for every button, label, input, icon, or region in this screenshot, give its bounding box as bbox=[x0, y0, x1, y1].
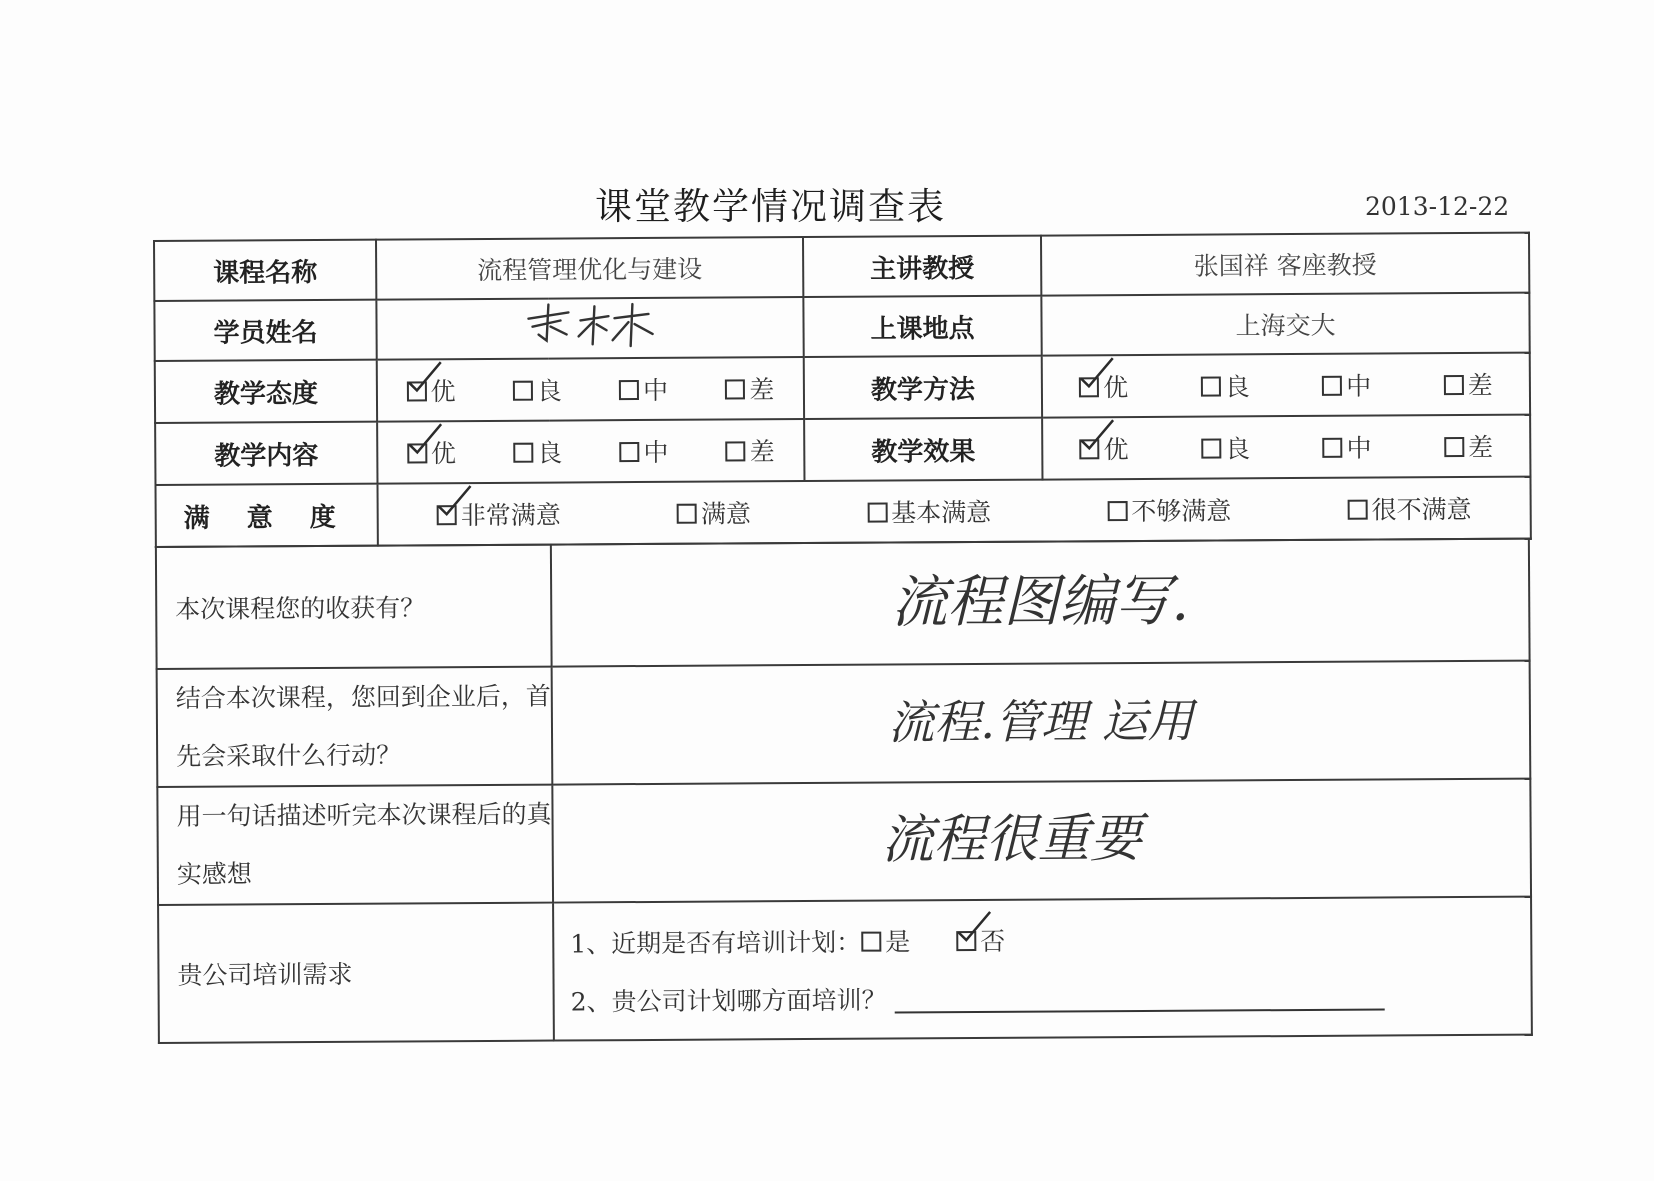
satisfaction-option-not-enough[interactable]: 不够满意 bbox=[1107, 491, 1231, 528]
svg-text:流程图编写.: 流程图编写. bbox=[891, 568, 1190, 636]
satisfaction-option-very-unsatisfied[interactable]: 很不满意 bbox=[1347, 490, 1471, 527]
student-name-label: 学员姓名 bbox=[154, 300, 376, 361]
attitude-label: 教学态度 bbox=[155, 360, 377, 423]
effect-option-good[interactable]: 良 bbox=[1201, 429, 1250, 465]
checkbox-icon bbox=[1444, 437, 1464, 457]
svg-text:流程很重要: 流程很重要 bbox=[881, 808, 1142, 871]
form-date: 2013-12-22 bbox=[1365, 192, 1510, 221]
effect-option-fair[interactable]: 中 bbox=[1322, 429, 1371, 465]
checkmark-icon bbox=[405, 422, 445, 462]
checkbox-icon bbox=[513, 443, 533, 463]
satisfaction-options bbox=[377, 477, 1530, 546]
satisfaction-label: 满 意 度 bbox=[155, 484, 377, 547]
svg-text:流程.管理 运用: 流程.管理 运用 bbox=[888, 693, 1194, 750]
checkbox-icon bbox=[513, 381, 533, 401]
training-area-row: 2、贵公司计划哪方面培训？ bbox=[570, 966, 1530, 1030]
attitude-option-good[interactable]: 良 bbox=[513, 372, 562, 408]
location-value: 上海交大 bbox=[1041, 293, 1529, 356]
gain-answer bbox=[551, 539, 1530, 667]
content-option-excellent[interactable]: 优 bbox=[407, 434, 456, 470]
checkmark-icon bbox=[404, 360, 444, 400]
checkbox-icon bbox=[861, 932, 881, 952]
student-name-signature bbox=[376, 297, 803, 360]
attitude-option-fair[interactable]: 中 bbox=[619, 371, 668, 407]
checkbox-icon bbox=[726, 441, 746, 461]
action-handwriting bbox=[861, 684, 1221, 756]
training-plan-row: 1、近期是否有培训计划： 是 否 bbox=[570, 908, 1530, 972]
checkmark-icon bbox=[1077, 356, 1117, 396]
attitude-option-poor[interactable]: 差 bbox=[725, 370, 774, 406]
attitude-option-excellent[interactable]: 优 bbox=[406, 372, 455, 408]
course-name-label: 课程名称 bbox=[154, 240, 376, 301]
training-area-blank[interactable] bbox=[894, 980, 1384, 1013]
checkmark-icon bbox=[435, 484, 475, 524]
location-label: 上课地点 bbox=[803, 296, 1041, 357]
lecturer-label: 主讲教授 bbox=[803, 236, 1041, 297]
feeling-question: 用一句话描述听完本次课程后的真实感想 bbox=[157, 785, 553, 905]
lecturer-value: 张国祥 客座教授 bbox=[1041, 233, 1529, 296]
survey-form bbox=[153, 232, 1533, 1070]
action-question: 结合本次课程，您回到企业后，首先会采取什么行动？ bbox=[157, 667, 553, 787]
course-name-value: 流程管理优化与建设 bbox=[376, 237, 803, 300]
student-signature-mark bbox=[520, 300, 660, 353]
content-option-good[interactable]: 良 bbox=[513, 434, 562, 470]
checkbox-icon bbox=[1107, 501, 1127, 521]
method-options bbox=[1042, 353, 1530, 418]
satisfaction-option-basically[interactable]: 基本满意 bbox=[867, 493, 991, 530]
gain-question: 本次课程您的收获有？ bbox=[156, 545, 552, 669]
content-options bbox=[377, 419, 804, 484]
content-option-poor[interactable]: 差 bbox=[726, 432, 775, 468]
method-option-poor[interactable]: 差 bbox=[1444, 366, 1493, 402]
effect-option-poor[interactable]: 差 bbox=[1444, 428, 1493, 464]
checkbox-icon bbox=[1201, 376, 1221, 396]
training-plan-no[interactable]: 否 bbox=[956, 922, 1005, 958]
action-answer bbox=[552, 661, 1531, 785]
effect-option-excellent[interactable]: 优 bbox=[1079, 430, 1128, 466]
method-option-good[interactable]: 良 bbox=[1201, 367, 1250, 403]
method-label: 教学方法 bbox=[804, 356, 1042, 419]
satisfaction-option-satisfied[interactable]: 满意 bbox=[677, 494, 751, 530]
effect-options bbox=[1042, 415, 1530, 480]
method-option-fair[interactable]: 中 bbox=[1322, 367, 1371, 403]
feeling-answer bbox=[552, 779, 1531, 903]
checkbox-icon bbox=[1444, 375, 1464, 395]
checkbox-icon bbox=[1322, 438, 1342, 458]
gain-handwriting bbox=[880, 560, 1200, 642]
checkmark-icon bbox=[954, 910, 994, 950]
training-needs bbox=[553, 897, 1532, 1041]
checkbox-icon bbox=[867, 503, 887, 523]
checkbox-icon bbox=[725, 379, 745, 399]
effect-label: 教学效果 bbox=[804, 418, 1042, 481]
attitude-options bbox=[377, 357, 804, 422]
training-plan-yes[interactable]: 是 bbox=[861, 922, 910, 958]
checkbox-icon bbox=[677, 504, 697, 524]
training-needs-label: 贵公司培训需求 bbox=[158, 903, 554, 1043]
content-option-fair[interactable]: 中 bbox=[619, 433, 668, 469]
form-title: 课堂教学情况调查表 bbox=[595, 185, 946, 228]
satisfaction-option-very-satisfied[interactable]: 非常满意 bbox=[437, 496, 561, 533]
checkbox-icon bbox=[619, 380, 639, 400]
content-label: 教学内容 bbox=[155, 422, 377, 485]
checkbox-icon bbox=[619, 442, 639, 462]
feeling-handwriting bbox=[871, 800, 1211, 878]
method-option-excellent[interactable]: 优 bbox=[1079, 368, 1128, 404]
checkmark-icon bbox=[1077, 418, 1117, 458]
checkbox-icon bbox=[1348, 500, 1368, 520]
checkbox-icon bbox=[1322, 376, 1342, 396]
checkbox-icon bbox=[1201, 438, 1221, 458]
